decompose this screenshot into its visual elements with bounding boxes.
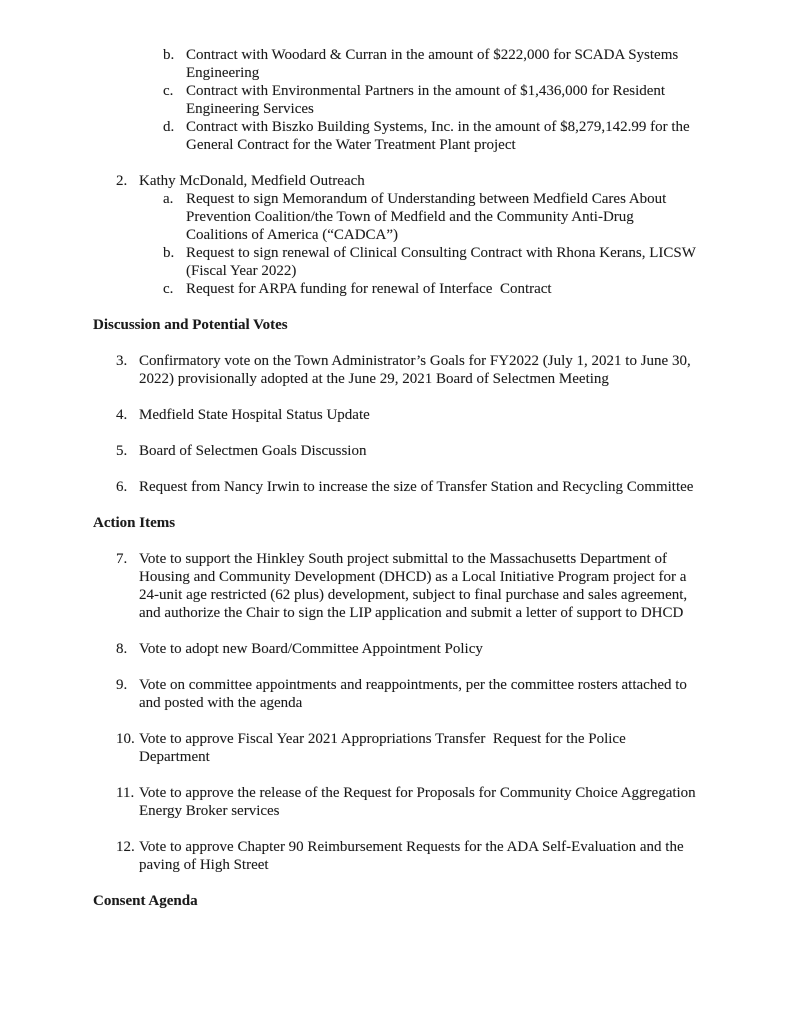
- agenda-item: [93, 406, 698, 424]
- agenda-item-row-marker: 6.: [116, 479, 128, 495]
- agenda-subitem-row: [93, 244, 704, 280]
- agenda-subitem-row-marker: a.: [163, 191, 174, 207]
- agenda-subitem-row-text: Request for ARPA funding for renewal of Interface Contract: [186, 281, 552, 297]
- agenda-item-row-text: Vote to approve Chapter 90 Reimbursement Requests for the ADA Self-Evaluation and the paving of High Street: [139, 839, 688, 873]
- agenda-sublist-block: [93, 46, 698, 154]
- agenda-subitem-row-marker: c.: [163, 83, 174, 99]
- agenda-subitem-row: [93, 118, 698, 154]
- section-heading: Action Items: [93, 515, 176, 531]
- agenda-item-row-text: Confirmatory vote on the Town Administrator’s Goals for FY2022 (July 1, 2021 to June 30, 2022) provisionally adopted at the June 29, 2021 Board of Selectmen Meeting: [139, 353, 695, 387]
- agenda-item: [93, 352, 698, 388]
- agenda-item-row-text: Medfield State Hospital Status Update: [139, 407, 370, 423]
- agenda-item-row-text: Request from Nancy Irwin to increase the size of Transfer Station and Recycling Committee: [139, 479, 694, 495]
- agenda-item-row: [93, 784, 698, 820]
- agenda-item-row: [93, 172, 698, 190]
- agenda-item-row: [93, 406, 698, 424]
- agenda-item-row-text: Vote to support the Hinkley South project submittal to the Massachusetts Department of Housing and Community Development (DHCD) as a Local Initiative Program project for a 24-unit age restricted (62 plus) development, subject to final purchase and sales agreement, and authorize the Chair to sign the LIP application and submit a letter of support to DHCD: [139, 551, 691, 621]
- agenda-item: [93, 784, 698, 820]
- agenda-item-row-marker: 2.: [116, 173, 128, 189]
- agenda-item-row-marker: 10.: [116, 731, 135, 747]
- agenda-item-row-marker: 7.: [116, 551, 128, 567]
- agenda-item-row-marker: 5.: [116, 443, 128, 459]
- agenda-subitem-row-text: Contract with Woodard & Curran in the amount of $222,000 for SCADA Systems Engineering: [186, 47, 682, 81]
- agenda-subitem-row-text: Contract with Biszko Building Systems, Inc. in the amount of $8,279,142.99 for the General Contract for the Water Treatment Plant project: [186, 119, 694, 153]
- agenda-subitem-row-text: Contract with Environmental Partners in the amount of $1,436,000 for Resident Engineering Services: [186, 83, 669, 117]
- agenda-item-row-text: Kathy McDonald, Medfield Outreach: [139, 173, 365, 189]
- agenda-item: [93, 172, 704, 298]
- agenda-item-row: [93, 478, 698, 496]
- agenda-item-row-text: Vote to approve Fiscal Year 2021 Appropriations Transfer Request for the Police Department: [139, 731, 630, 765]
- agenda-item-row-marker: 3.: [116, 353, 128, 369]
- agenda-item: [93, 676, 698, 712]
- agenda-item-row: [93, 550, 698, 622]
- agenda-subitem-row-marker: c.: [163, 281, 174, 297]
- agenda-item-row: [93, 442, 698, 460]
- agenda-item-row-text: Vote to approve the release of the Request for Proposals for Community Choice Aggregation Energy Broker services: [139, 785, 700, 819]
- document-content: [93, 46, 704, 928]
- agenda-item-row-marker: 9.: [116, 677, 128, 693]
- agenda-subitem-row: [93, 190, 698, 244]
- agenda-item-row-text: Vote to adopt new Board/Committee Appointment Policy: [139, 641, 483, 657]
- agenda-item-row-marker: 11.: [116, 785, 135, 801]
- agenda-item-row-marker: 12.: [116, 839, 135, 855]
- agenda-subitem-row: [93, 280, 698, 298]
- agenda-subitem-row: [93, 82, 698, 118]
- agenda-subitem-row-text: Request to sign renewal of Clinical Consulting Contract with Rhona Kerans, LICSW (Fiscal Year 2022): [186, 245, 704, 279]
- agenda-item-row-text: Vote on committee appointments and reappointments, per the committee rosters attached to and posted with the agenda: [139, 677, 691, 711]
- agenda-item-row: [93, 838, 698, 874]
- agenda-item-row: [93, 730, 698, 766]
- agenda-item: [93, 478, 698, 496]
- agenda-item: [93, 550, 698, 622]
- agenda-subitem-row-marker: b.: [163, 47, 175, 63]
- section-heading: Discussion and Potential Votes: [93, 317, 288, 333]
- agenda-subitem-row-text: Request to sign Memorandum of Understanding between Medfield Cares About Prevention Coalition/the Town of Medfield and the Community Anti-Drug Coalitions of America (“CADCA”): [186, 191, 671, 243]
- agenda-subitem-row-marker: b.: [163, 245, 175, 261]
- section-heading: Consent Agenda: [93, 893, 198, 909]
- agenda-item: [93, 442, 698, 460]
- agenda-subitem-row-marker: d.: [163, 119, 175, 135]
- agenda-item: [93, 838, 698, 874]
- agenda-item: [93, 640, 698, 658]
- agenda-item-row-marker: 8.: [116, 641, 128, 657]
- agenda-item: [93, 730, 698, 766]
- agenda-item-row-marker: 4.: [116, 407, 128, 423]
- agenda-item-row: [93, 640, 698, 658]
- agenda-item-row-text: Board of Selectmen Goals Discussion: [139, 443, 367, 459]
- agenda-subitem-row: [93, 46, 698, 82]
- agenda-item-row: [93, 676, 698, 712]
- agenda-item-row: [93, 352, 698, 388]
